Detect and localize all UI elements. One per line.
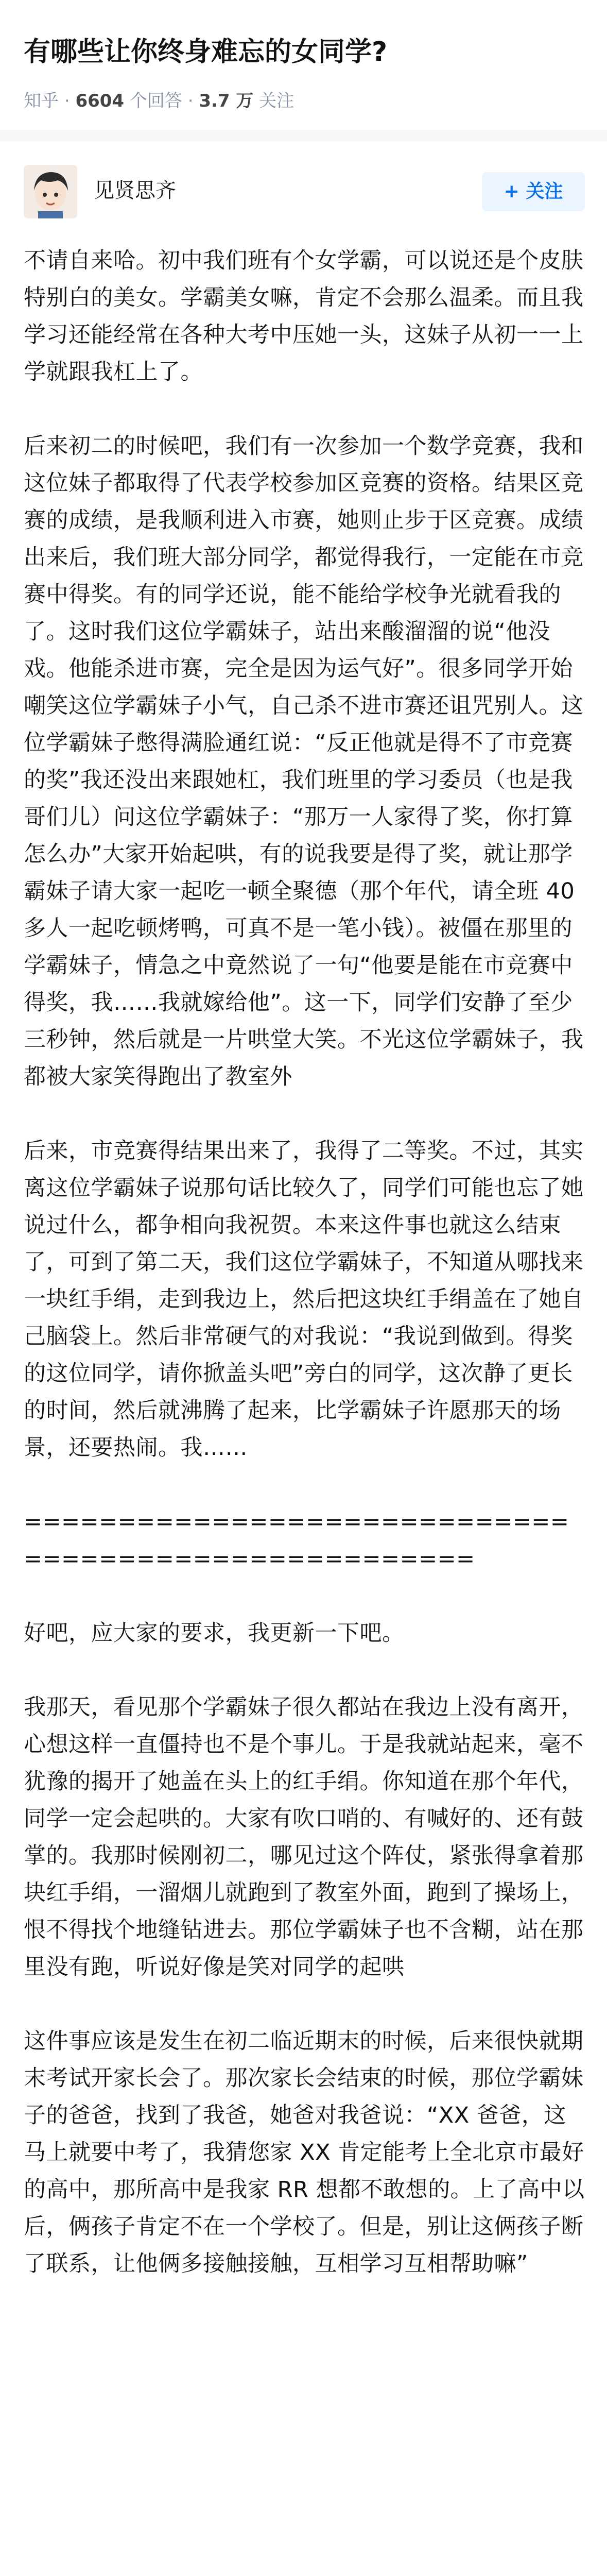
source-label: 知乎 xyxy=(24,91,59,111)
paragraph: 这件事应该是发生在初二临近期末的时候，后来很快就期末考试开家长会了。那次家长会结束的时候，那位学霸妹子的爸爸，找到了我爸，她爸对我爸说：“XX 爸爸，这马上就要中考了，我猜您家 XX 肯定能考上全北京市最好的高中，那所高中是我家 RR 想都不敢想的。上了高中以后，俩孩子肯定不在一个学校了。但是，别让这俩孩子断了联系，让他俩多接触接触，互相学习互相帮助嘛” xyxy=(24,2028,585,2277)
answer-count-label: 个回答 xyxy=(129,91,182,111)
paragraph: 不请自来哈。初中我们班有个女学霸，可以说还是个皮肤特别白的美女。学霸美女嘛，肯定不会那么温柔。而且我学习还能经常在各种大考中压她一头，这妹子从初一一上学就跟我杠上了。 xyxy=(24,248,584,385)
meta-dot: · xyxy=(187,91,199,111)
paragraph: 后来，市竞赛得结果出来了，我得了二等奖。不过，其实离这位学霸妹子说那句话比较久了，同学们可能也忘了她说过什么，都争相向我祝贺。本来这件事也就这么结束了，可到了第二天，我们这位学霸妹子，不知道从哪找来一块红手绢，走到我边上，然后把这块红手绢盖在了她自己脑袋上。然后非常硬气的对我说：“我说到做到。得奖的这位同学，请你掀盖头吧”旁白的同学，这次静了更长的时间，然后就沸腾了起来，比学霸妹子许愿那天的场景，还要热闹。我…… xyxy=(24,1138,584,1461)
meta-dot: · xyxy=(64,91,76,111)
answer-count: 6604 xyxy=(75,91,125,111)
author-name[interactable]: 见贤思齐 xyxy=(94,179,176,202)
paragraph: 后来初二的时候吧，我们有一次参加一个数学竞赛，我和这位妹子都取得了代表学校参加区竞赛的资格。结果区竞赛的成绩，是我顺利进入市赛，她则止步于区竞赛。成绩出来后，我们班大部分同学，都觉得我行，一定能在市竞赛中得奖。有的同学还说，能不能给学校争光就看我的了。这时我们这位学霸妹子，站出来酸溜溜的说“他没戏。他能杀进市赛，完全是因为运气好”。很多同学开始嘲笑这位学霸妹子小气，自己杀不进市赛还诅咒别人。这位学霸妹子憋得满脸通红说：“反正他就是得不了市竞赛的奖”我还没出来跟她杠，我们班里的学习委员（也是我哥们儿）问这位学霸妹子：“那万一人家得了奖，你打算怎么办”大家开始起哄，有的说我要是得了奖，就让那学霸妹子请大家一起吃一顿全聚德（那个年代，请全班 40 多人一起吃顿烤鸭，可真不是一笔小钱）。被僵在那里的学霸妹子，情急之中竟然说了一句“他要是能在市竞赛中得奖，我……我就嫁给他”。这一下，同学们安静了至少三秒钟，然后就是一片哄堂大笑。不光这位学霸妹子，我都被大家笑得跑出了教室外 xyxy=(24,433,584,1090)
paragraph: 好吧，应大家的要求，我更新一下吧。 xyxy=(24,1620,405,1646)
section-divider xyxy=(0,130,607,141)
follow-count: 3.7 万 xyxy=(199,91,254,111)
paragraph: 我那天，看见那个学霸妹子很久都站在我边上没有离开，心想这样一直僵持也不是个事儿。于是我就站起来，毫不犹豫的揭开了她盖在头上的红手绢。你知道在那个年代，同学一定会起哄的。大家有吹口哨的、有喊好的、还有鼓掌的。我那时候刚初二，哪见过这个阵仗，紧张得拿着那块红手绢，一溜烟儿就跑到了教室外面，跑到了操场上，恨不得找个地缝钻进去。那位学霸妹子也不含糊，站在那里没有跑，听说好像是笑对同学的起哄 xyxy=(24,1694,584,1980)
question-meta xyxy=(24,89,294,113)
avatar[interactable] xyxy=(24,165,77,218)
answer-content xyxy=(24,242,585,2282)
author-row xyxy=(24,165,585,223)
follow-button[interactable] xyxy=(482,172,585,211)
avatar-illustration-icon xyxy=(24,165,77,218)
question-title[interactable]: 有哪些让你终身难忘的女同学? xyxy=(24,37,388,67)
follow-count-label: 关注 xyxy=(259,91,294,111)
follow-button-label: + 关注 xyxy=(504,181,563,202)
separator-line: ===================================================== xyxy=(24,1509,569,1572)
